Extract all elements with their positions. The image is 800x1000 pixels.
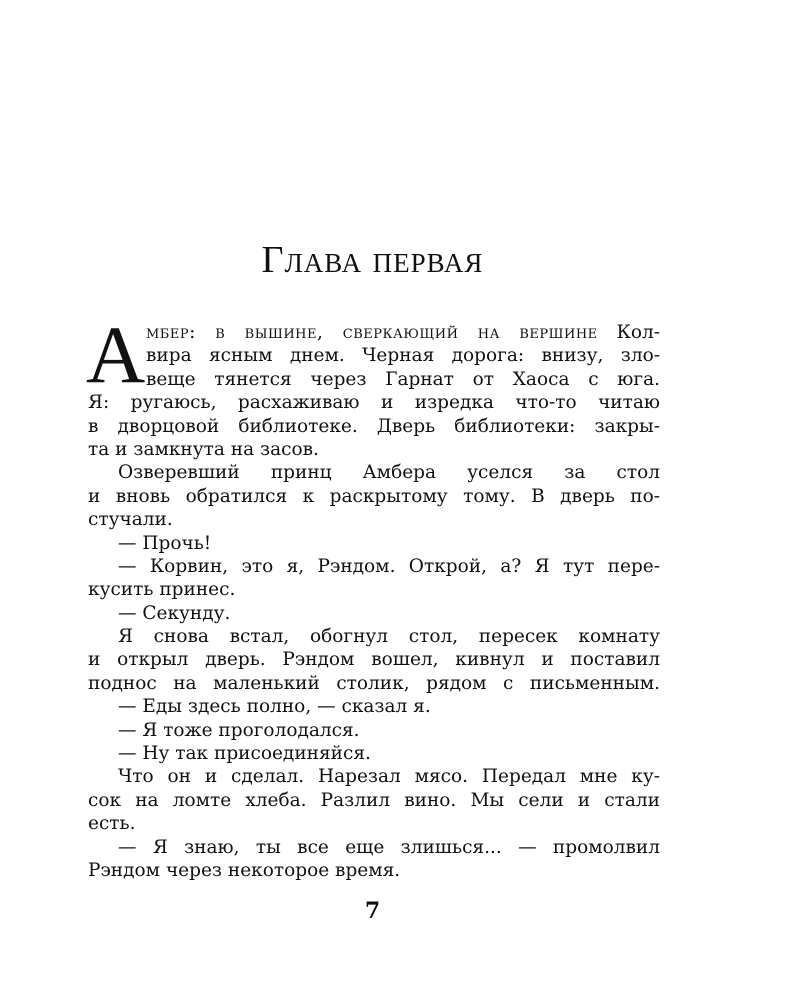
- dialogue-line: — Я знаю, ты все еще злишься... — промолвил: [118, 836, 660, 858]
- text-line: и вновь обратился к раскрытому тому. В дверь по-: [88, 485, 660, 507]
- text-line: Озверевший принц Амбера уселся за стол: [118, 462, 660, 484]
- text-line: [88, 321, 660, 344]
- chapter-text: [86, 309, 660, 882]
- dialogue-line: — Прочь!: [118, 532, 212, 554]
- page-number: 7: [364, 898, 381, 924]
- text-line: поднос на маленький столик, рядом с письменным.: [88, 672, 660, 694]
- text-line: сок на ломте хлеба. Разлил вино. Мы сели и стали: [88, 789, 660, 811]
- text-line: стучали.: [88, 509, 173, 531]
- drop-cap: А: [86, 309, 146, 400]
- dialogue-line: — Корвин, это я, Рэндом. Открой, а? Я тут пере-: [118, 555, 660, 577]
- dialogue-line: — Я тоже проголодался.: [118, 719, 360, 741]
- text-line: в дворцовой библиотеке. Дверь библиотеки: закры-: [88, 415, 660, 437]
- text-line: и открыл дверь. Рэндом вошел, кивнул и поставил: [88, 649, 660, 671]
- opening-smallcaps: мбер: в вышине, сверкающий на вершине: [146, 322, 598, 343]
- text-line: Рэндом через некоторое время.: [88, 859, 401, 881]
- text-line: Я снова встал, обогнул стол, пересек комнату: [118, 626, 660, 648]
- text-line: Что он и сделал. Нарезал мясо. Передал мне ку-: [118, 766, 660, 788]
- text-line: есть.: [88, 813, 136, 835]
- text-line: вира ясным днем. Черная дорога: внизу, зло-: [146, 345, 660, 367]
- text-line-segment: Кол-: [597, 322, 660, 343]
- text-line: веще тянется через Гарнат от Хаоса с юга.: [146, 368, 660, 390]
- chapter-title: Глава первая: [261, 239, 484, 281]
- dialogue-line: — Секунду.: [118, 602, 231, 624]
- text-line: та и замкнута на засов.: [88, 438, 319, 460]
- dialogue-line: — Еды здесь полно, — сказал я.: [118, 696, 431, 718]
- text-line: Я: ругаюсь, расхаживаю и изредка что-то читаю: [88, 392, 660, 414]
- dialogue-line: — Ну так присоединяйся.: [118, 743, 371, 765]
- text-line: кусить принес.: [88, 579, 236, 601]
